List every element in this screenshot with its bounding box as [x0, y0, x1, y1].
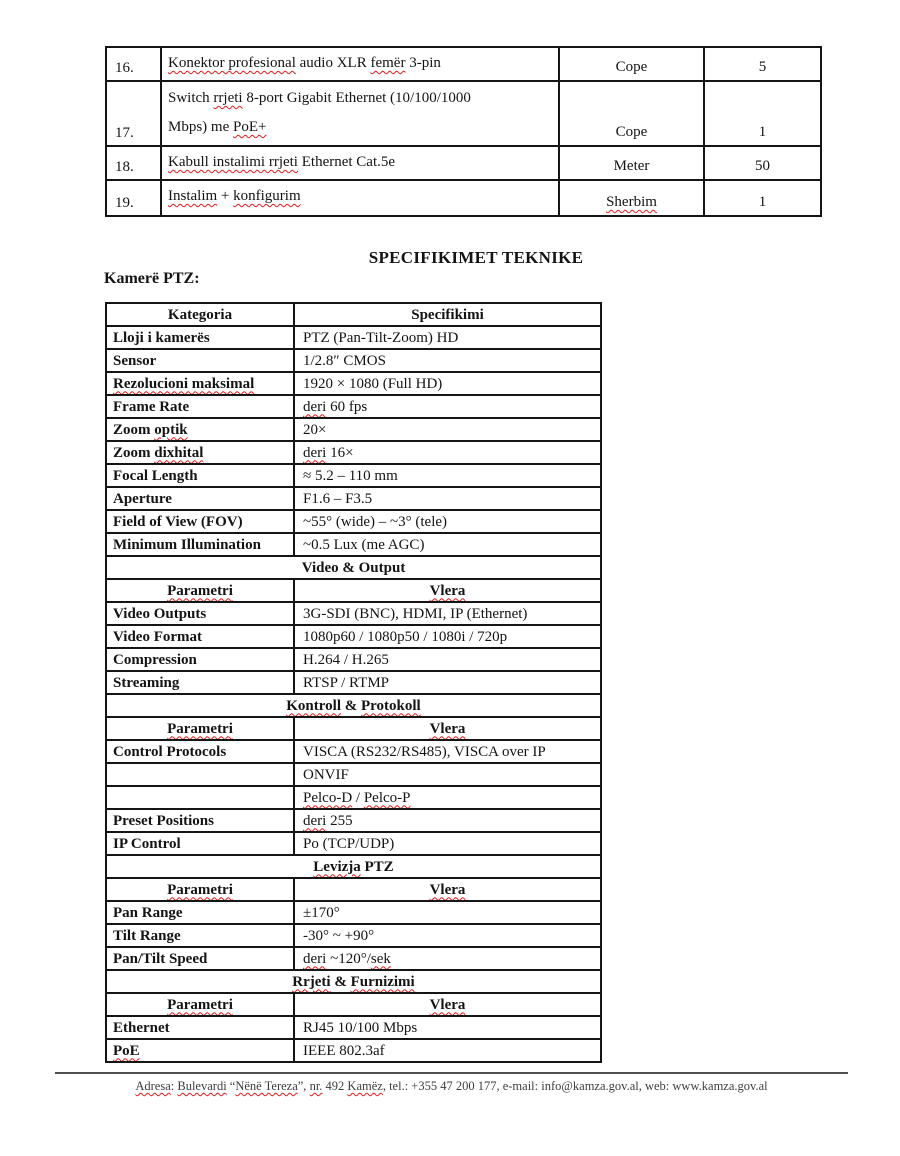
spec-table — [105, 302, 602, 1063]
spec-subheader-value — [294, 579, 601, 602]
text-segment: / — [352, 789, 364, 806]
spec-category — [106, 786, 294, 809]
text-segment: Meter — [613, 158, 650, 174]
spec-row — [106, 809, 601, 832]
spec-section-row — [106, 970, 601, 993]
text-segment: Ethernet Cat.5e — [297, 154, 396, 170]
spec-subheader-row — [106, 993, 601, 1016]
spec-value — [294, 947, 601, 970]
spec-category: Lloji i kamerës — [106, 326, 294, 349]
spec-value: RTSP / RTMP — [294, 671, 601, 694]
misspelled-text: Vlera — [429, 720, 466, 737]
text-segment: 8-port Gigabit Ethernet (10/100/1000 — [242, 90, 471, 106]
item-description-line — [168, 149, 554, 175]
spec-category: Minimum Illumination — [106, 533, 294, 556]
spec-subheader-parameter — [106, 579, 294, 602]
misspelled-text: rrjeti — [213, 90, 243, 106]
misspelled-text: deri — [303, 444, 327, 461]
spec-row — [106, 510, 601, 533]
spec-section-row — [106, 556, 601, 579]
spec-category: IP Control — [106, 832, 294, 855]
spec-row — [106, 372, 601, 395]
spec-header-row — [106, 303, 601, 326]
misspelled-text: Kontroll — [286, 697, 341, 714]
text-segment: Zoom — [113, 444, 155, 461]
misspelled-text: Nënë Tereza — [235, 1079, 298, 1093]
spec-category: Ethernet — [106, 1016, 294, 1039]
text-segment: + — [217, 188, 234, 204]
misspelled-text: Rezolucioni maksimal — [113, 375, 255, 392]
item-number: 19. — [106, 180, 161, 216]
page-title: SPECIFIKIMET TEKNIKE — [368, 248, 584, 267]
spec-subheader-parameter — [106, 878, 294, 901]
spec-category: Tilt Range — [106, 924, 294, 947]
misspelled-text: Pelco-P — [363, 789, 411, 806]
text-segment: Zoom — [113, 421, 155, 438]
misspelled-text: Parametri — [167, 582, 233, 599]
text-segment: “ — [226, 1079, 236, 1093]
text-segment: ~120°/ — [326, 950, 371, 967]
item-row-16 — [106, 47, 821, 81]
spec-subheader-value — [294, 993, 601, 1016]
misspelled-text: Pelco-D — [303, 789, 353, 806]
spec-value: F1.6 – F3.5 — [294, 487, 601, 510]
misspelled-text: deri — [303, 950, 327, 967]
spec-row — [106, 349, 601, 372]
spec-category: Video Outputs — [106, 602, 294, 625]
item-quantity: 1 — [704, 180, 821, 216]
misspelled-text: konfigurim — [233, 188, 301, 204]
spec-category: Focal Length — [106, 464, 294, 487]
misspelled-text: Parametri — [167, 881, 233, 898]
text-segment: 16× — [326, 444, 354, 461]
spec-value: ±170° — [294, 901, 601, 924]
spec-row — [106, 947, 601, 970]
misspelled-text: optik — [154, 421, 188, 438]
spec-value — [294, 395, 601, 418]
misspelled-text: Parametri — [167, 720, 233, 737]
spec-value: ≈ 5.2 – 110 mm — [294, 464, 601, 487]
misspelled-text: Levizja — [313, 858, 361, 875]
item-number: 18. — [106, 146, 161, 180]
misspelled-text: Vlera — [429, 582, 466, 599]
item-description-line — [168, 84, 554, 113]
spec-header-value: Specifikimi — [294, 303, 601, 326]
spec-value — [294, 786, 601, 809]
spec-row — [106, 648, 601, 671]
spec-row — [106, 464, 601, 487]
item-description-line — [168, 50, 554, 76]
misspelled-text: Parametri — [167, 996, 233, 1013]
misspelled-text: nr. — [309, 1079, 323, 1093]
spec-row — [106, 326, 601, 349]
spec-category: Aperture — [106, 487, 294, 510]
item-row-17 — [106, 81, 821, 146]
text-segment: Video & Output — [301, 559, 406, 576]
misspelled-text: PoE+ — [233, 119, 267, 135]
spec-value: 1/2.8″ CMOS — [294, 349, 601, 372]
spec-category — [106, 763, 294, 786]
spec-subheader-value — [294, 717, 601, 740]
text-segment: 3-pin — [405, 55, 441, 71]
spec-category — [106, 1039, 294, 1062]
text-segment: 60 fps — [326, 398, 368, 415]
spec-category: Streaming — [106, 671, 294, 694]
spec-row — [106, 671, 601, 694]
spec-row — [106, 602, 601, 625]
spec-category: Compression — [106, 648, 294, 671]
item-unit — [559, 81, 704, 146]
spec-category: Preset Positions — [106, 809, 294, 832]
text-segment: Mbps) me — [168, 119, 233, 135]
spec-subheader-row — [106, 717, 601, 740]
text-segment: Cope — [615, 59, 648, 75]
spec-row — [106, 924, 601, 947]
misspelled-text: Vlera — [429, 881, 466, 898]
misspelled-text: Kabull instalimi rrjeti — [168, 154, 298, 170]
spec-subheader-value — [294, 878, 601, 901]
text-segment: 255 — [326, 812, 353, 829]
misspelled-text: deri — [303, 398, 327, 415]
misspelled-text: Bulevardi — [177, 1079, 227, 1093]
text-segment: ”, — [297, 1079, 310, 1093]
spec-category: Field of View (FOV) — [106, 510, 294, 533]
spec-category: Video Format — [106, 625, 294, 648]
spec-section-title — [106, 855, 601, 878]
spec-section-title — [106, 970, 601, 993]
item-row-18 — [106, 146, 821, 180]
misspelled-text: Protokoll — [361, 697, 421, 714]
spec-subheader-parameter — [106, 717, 294, 740]
item-row-19 — [106, 180, 821, 216]
item-description — [161, 47, 559, 81]
spec-section-row — [106, 694, 601, 717]
section-label-kamera-ptz: Kamerë PTZ: — [104, 270, 200, 287]
misspelled-text: femër — [370, 55, 406, 71]
spec-section-row — [106, 855, 601, 878]
item-description — [161, 180, 559, 216]
spec-row — [106, 395, 601, 418]
spec-subheader-row — [106, 579, 601, 602]
item-description-line — [168, 183, 554, 209]
item-unit — [559, 47, 704, 81]
spec-value: 1920 × 1080 (Full HD) — [294, 372, 601, 395]
spec-value: VISCA (RS232/RS485), VISCA over IP — [294, 740, 601, 763]
spec-section-title — [106, 694, 601, 717]
text-segment: : — [170, 1079, 178, 1093]
spec-value: ~55° (wide) – ~3° (tele) — [294, 510, 601, 533]
spec-value: ~0.5 Lux (me AGC) — [294, 533, 601, 556]
footer-divider — [55, 1072, 848, 1074]
item-description-line — [168, 113, 554, 142]
text-segment: & — [341, 697, 361, 714]
misspelled-text: Rrjeti — [292, 973, 331, 990]
spec-value: -30° ~ +90° — [294, 924, 601, 947]
misspelled-text: Sherbim — [606, 194, 657, 210]
item-description — [161, 81, 559, 146]
spec-category: Control Protocols — [106, 740, 294, 763]
spec-row — [106, 1039, 601, 1062]
spec-row — [106, 441, 601, 464]
item-unit — [559, 180, 704, 216]
spec-category: Pan Range — [106, 901, 294, 924]
items-table — [105, 46, 822, 217]
spec-row — [106, 533, 601, 556]
spec-section-title — [106, 556, 601, 579]
text-segment: audio XLR — [295, 55, 371, 71]
text-segment: , tel.: +355 47 200 177, e-mail: info@kamza.gov.al, web: www.kamza.gov.al — [382, 1079, 768, 1093]
spec-value: IEEE 802.3af — [294, 1039, 601, 1062]
spec-subheader-row — [106, 878, 601, 901]
text-segment: Switch — [168, 90, 214, 106]
item-quantity: 5 — [704, 47, 821, 81]
spec-category: Frame Rate — [106, 395, 294, 418]
spec-value: Po (TCP/UDP) — [294, 832, 601, 855]
misspelled-text: Furnizimi — [350, 973, 415, 990]
item-number: 16. — [106, 47, 161, 81]
spec-category — [106, 418, 294, 441]
spec-value: RJ45 10/100 Mbps — [294, 1016, 601, 1039]
spec-value: 3G-SDI (BNC), HDMI, IP (Ethernet) — [294, 602, 601, 625]
spec-header-category: Kategoria — [106, 303, 294, 326]
footer-address — [55, 1079, 848, 1094]
misspelled-text: Instalim — [168, 188, 218, 204]
misspelled-text: PoE — [113, 1042, 140, 1059]
spec-row — [106, 832, 601, 855]
spec-row — [106, 786, 601, 809]
item-quantity: 50 — [704, 146, 821, 180]
spec-category: Sensor — [106, 349, 294, 372]
misspelled-text: deri — [303, 812, 327, 829]
spec-value — [294, 809, 601, 832]
spec-row — [106, 1016, 601, 1039]
text-segment: 492 — [322, 1079, 348, 1093]
text-segment: PTZ — [360, 858, 394, 875]
misspelled-text: Adresa — [135, 1079, 171, 1093]
item-number: 17. — [106, 81, 161, 146]
spec-value: 1080p60 / 1080p50 / 1080i / 720p — [294, 625, 601, 648]
item-quantity: 1 — [704, 81, 821, 146]
spec-row — [106, 418, 601, 441]
spec-value: H.264 / H.265 — [294, 648, 601, 671]
spec-row — [106, 763, 601, 786]
item-unit — [559, 146, 704, 180]
spec-row — [106, 901, 601, 924]
text-segment: Cope — [615, 124, 648, 140]
misspelled-text: Vlera — [429, 996, 466, 1013]
misspelled-text: Kamëz — [347, 1079, 383, 1093]
misspelled-text: dixhital — [154, 444, 204, 461]
spec-row — [106, 625, 601, 648]
spec-value: 20× — [294, 418, 601, 441]
spec-value: ONVIF — [294, 763, 601, 786]
text-segment: & — [330, 973, 351, 990]
spec-value — [294, 441, 601, 464]
spec-category — [106, 372, 294, 395]
misspelled-text: sek — [370, 950, 391, 967]
misspelled-text: Konektor profesional — [168, 55, 296, 71]
spec-subheader-parameter — [106, 993, 294, 1016]
spec-value: PTZ (Pan-Tilt-Zoom) HD — [294, 326, 601, 349]
spec-row — [106, 740, 601, 763]
spec-category: Pan/Tilt Speed — [106, 947, 294, 970]
spec-category — [106, 441, 294, 464]
item-description — [161, 146, 559, 180]
spec-row — [106, 487, 601, 510]
